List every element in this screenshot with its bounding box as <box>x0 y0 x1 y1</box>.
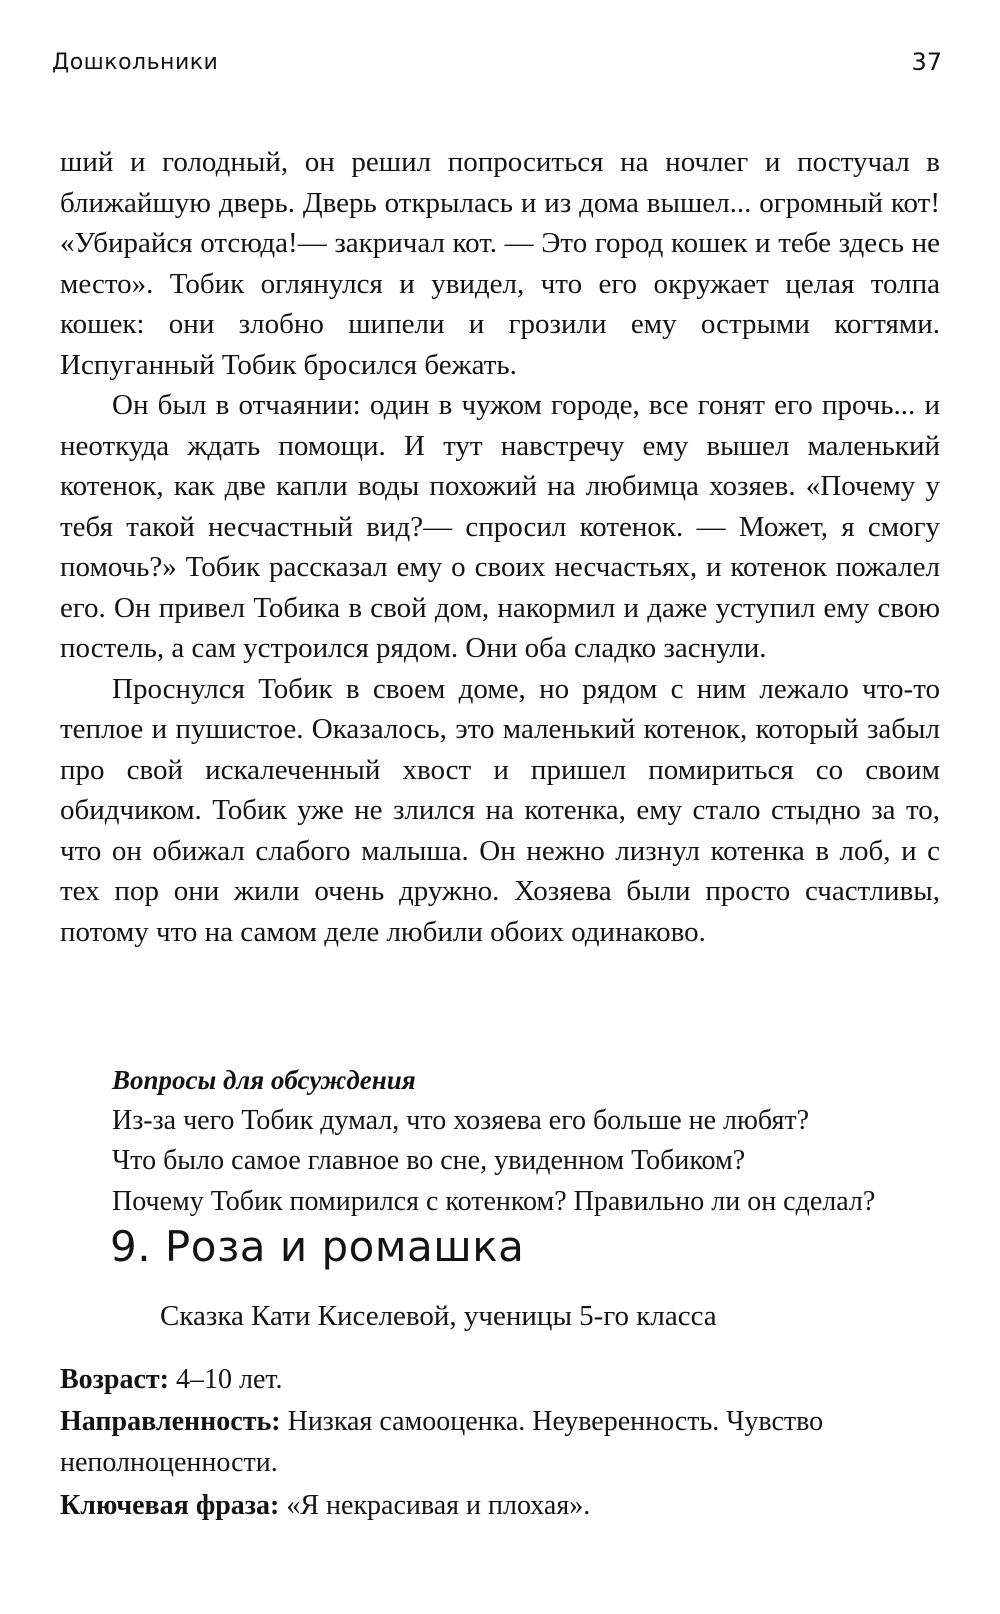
question-item: Из-за чего Тобик думал, что хозяева его больше не любят? <box>112 1104 810 1136</box>
questions-heading: Вопросы для обсуждения <box>112 1065 416 1095</box>
key-phrase-label: Ключевая фраза: <box>60 1490 280 1521</box>
story-paragraph: Он был в отчаянии: один в чужом городе, все гонят его прочь... и неоткуда ждать помощи. И тут навстречу ему вышел маленький котенок, как две капли воды похожий на любимца хозяев. «Почему у тебя такой несчастный вид?— спросил котенок. — Может, я смогу помочь?» Тобик рассказал ему о своих несчастьях, и котенок пожалел его. Он привел Тобика в свой дом, накормил и даже уступил ему свою постель, а сам устроился рядом. Они оба сладко заснули. <box>60 389 940 664</box>
focus-label: Направленность: <box>60 1406 281 1437</box>
story-paragraph: ший и голодный, он решил попроситься на ночлег и постучал в ближайшую дверь. Дверь открылась и из дома вышел... огромный кот! «Убирайся отсюда!— закричал кот. — Это город кошек и тебе здесь не место». Тобик оглянулся и увидел, что его окружает целая толпа кошек: они злобно шипели и грозили ему острыми когтями. Испуганный Тобик бросился бежать. <box>60 146 940 381</box>
age-label: Возраст: <box>60 1364 170 1395</box>
meta-age <box>60 1360 940 1401</box>
discussion-questions <box>112 1060 972 1222</box>
meta-focus <box>60 1402 940 1483</box>
focus-value: Низкая самооценка. Неуверенность. Чувство неполноценности. <box>60 1406 824 1478</box>
section-title: 9. Роза и ромашка <box>110 1222 525 1271</box>
page-number: 37 <box>911 48 942 76</box>
question-item: Почему Тобик помирился с котенком? Правильно ли он сделал? <box>112 1185 876 1217</box>
section-subtitle: Сказка Кати Киселевой, ученицы 5-го класса <box>160 1300 717 1332</box>
story-text <box>60 142 940 952</box>
age-value: 4–10 лет. <box>169 1364 283 1395</box>
question-item: Что было самое главное во сне, увиденном Тобиком? <box>112 1145 746 1176</box>
story-paragraph: Проснулся Тобик в своем доме, но рядом с ним лежало что-то теплое и пушистое. Оказалось, это маленький котенок, который забыл про свой искалеченный хвост и пришел помириться со своим обидчиком. Тобик уже не злился на котенка, ему стало стыдно за то, что он обижал слабого малыша. Он нежно лизнул котенка в лоб, и с тех пор они жили очень дружно. Хозяева были просто счастливы, потому что на самом деле любили обоих одинаково. <box>60 672 940 948</box>
meta-key-phrase <box>60 1486 940 1527</box>
key-phrase-value: «Я некрасивая и плохая». <box>279 1490 591 1521</box>
running-head: Дошкольники <box>52 50 219 75</box>
